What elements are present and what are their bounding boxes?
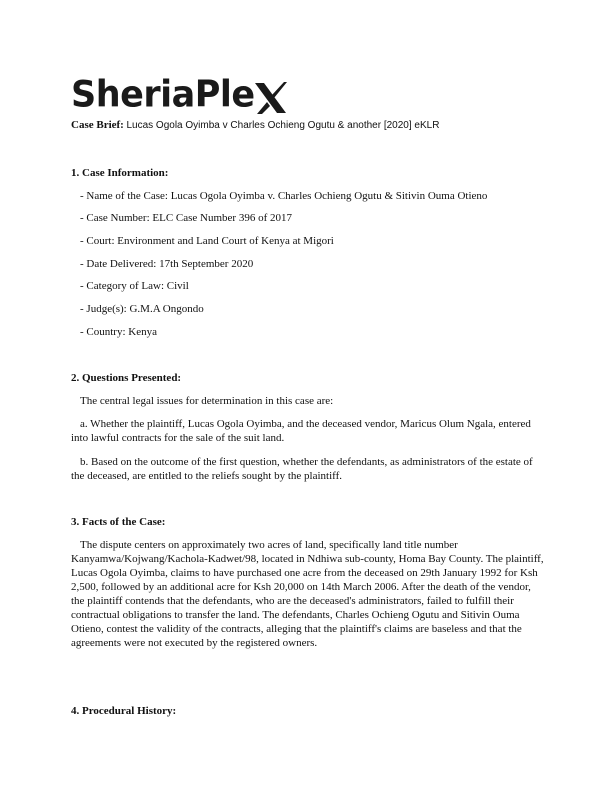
case-brief-label: Case Brief:	[71, 119, 124, 131]
question-a-text: a. Whether the plaintiff, Lucas Ogola Oyimba, and the deceased vendor, Maricus Olum Ngala, entered into lawful contracts for the sale of the suit land.	[71, 418, 531, 444]
case-info-name: - Name of the Case: Lucas Ogola Oyimba v. Charles Ochieng Ogutu & Sitivin Ouma Otieno	[80, 190, 488, 202]
case-info-court: - Court: Environment and Land Court of Kenya at Migori	[80, 235, 334, 247]
question-a	[71, 417, 545, 445]
section-heading-procedural-history: 4. Procedural History:	[71, 705, 177, 717]
facts-text: The dispute centers on approximately two acres of land, specifically land title number Kanyamwa/Kojwang/Kachola-Kadwet/98, located in Ndhiwa sub-county, Homa Bay County. The plaintiff, Lucas Ogola Oyimba, claims to have purchased one acre from the deceased on 29th January 1992 for Ksh 2,500, followed by an additional acre for Ksh 20,000 on 14th March 2006. After the death of the vendor, the plaintiff contends that the defendants, who are the deceased's administrators, failed to fulfill their contractual obligations to transfer the land. The defendants, Charles Ochieng Ogutu and Sitivin Ouma Otieno, contest the validity of the contracts, alleging that the plaintiff's claims are baseless and that the agreements were not executed by the registered owners.	[71, 539, 544, 649]
questions-intro-text: The central legal issues for determination in this case are:	[80, 395, 334, 407]
question-b-text: b. Based on the outcome of the first question, whether the defendants, as administrators of the estate of the deceased, are entitled to the reliefs sought by the plaintiff.	[71, 456, 533, 482]
logo-text: SheriaPle	[71, 74, 255, 116]
case-info-country: - Country: Kenya	[80, 326, 157, 338]
questions-intro	[71, 394, 545, 408]
question-b	[71, 455, 545, 483]
case-info-category: - Category of Law: Civil	[80, 280, 189, 292]
case-info-date: - Date Delivered: 17th September 2020	[80, 258, 254, 270]
section-heading-questions-presented: 2. Questions Presented:	[71, 372, 182, 384]
case-info-number: - Case Number: ELC Case Number 396 of 2017	[80, 212, 293, 224]
section-heading-facts: 3. Facts of the Case:	[71, 516, 166, 528]
sheriaplex-logo	[71, 74, 287, 118]
x-mark-icon	[253, 80, 287, 116]
facts-paragraph	[71, 538, 545, 650]
case-brief-line	[71, 119, 439, 132]
section-heading-case-information: 1. Case Information:	[71, 167, 169, 179]
case-info-judges: - Judge(s): G.M.A Ongondo	[80, 303, 204, 315]
case-brief-title: Lucas Ogola Oyimba v Charles Ochieng Ogutu & another [2020] eKLR	[126, 120, 440, 131]
